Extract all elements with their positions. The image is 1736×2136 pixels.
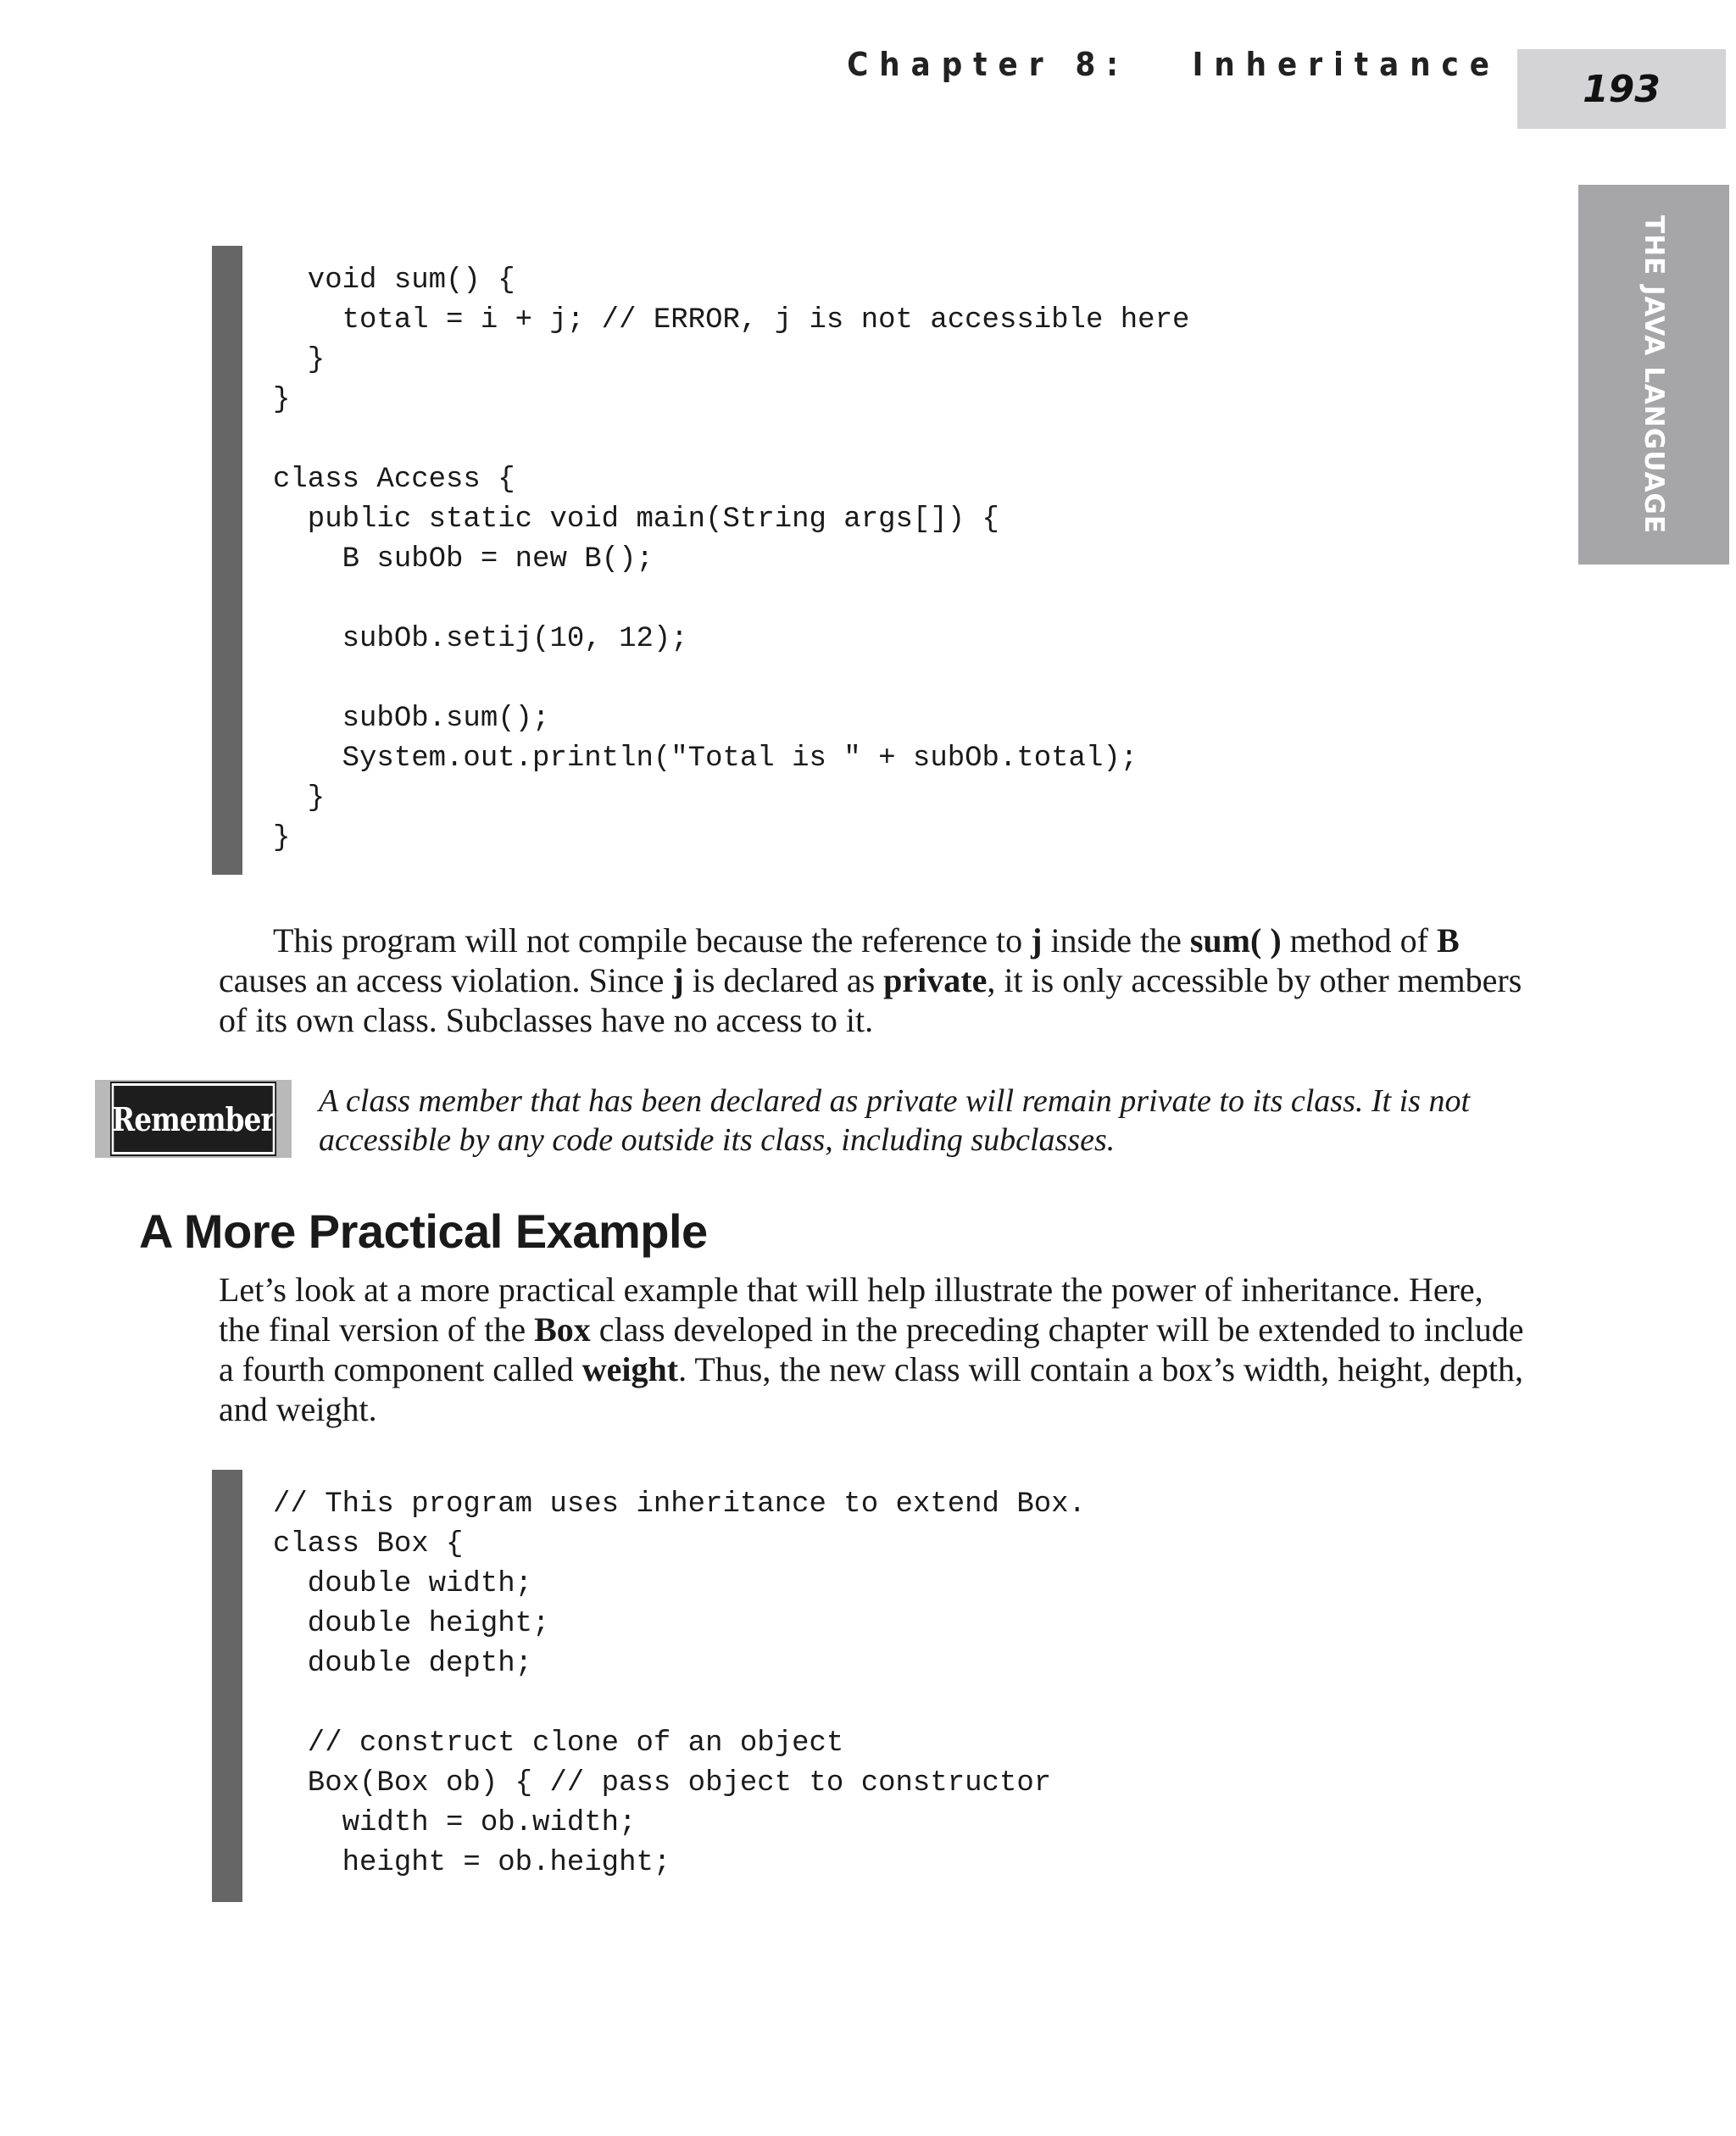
code-line: public static void main(String args[]) { [273,503,999,536]
page-number: 193 [1517,49,1726,129]
code-term: Box [534,1310,591,1349]
code-line: subOb.sum(); [273,703,550,735]
text-run: This program will not compile because the reference to [273,921,1032,960]
code-line: double width; [273,1568,533,1600]
code-line: } [273,782,326,815]
code-term: private [883,961,988,999]
code-block-box [212,1470,1517,1902]
remember-badge-label: Remember [112,1083,275,1154]
code-line: width = ob.width; [273,1807,637,1839]
code-block-bar [212,246,242,875]
code-line: // construct clone of an object [273,1727,844,1760]
remember-badge [95,1080,292,1158]
code-term: weight [581,1350,679,1388]
code-line: // This program uses inheritance to extend Box. [273,1488,1086,1521]
text-run: , it is only accessible by other members of its own class. Subclasses have no access to it. [219,961,1522,1039]
text-run: class developed in the preceding chapter will be extended to include a fourth component called [219,1310,1524,1388]
code-line: } [273,822,291,854]
code-block-bar [212,1470,242,1902]
text-run: causes an access violation. Since [219,961,673,999]
text-run: Let’s look at a more practical example that will help illustrate the power of inheritance. Here, the final version of the [219,1271,1483,1349]
code-line [273,659,1189,699]
code-block-access [212,246,1517,875]
text-run: . Thus, the new class will contain a box’s width, height, depth, and weight. [219,1350,1523,1428]
section-thumb-tab-label: THE JAVA LANGUAGE [1639,214,1669,535]
code-line: } [273,344,326,376]
text-run: method of [1281,921,1437,960]
text-run: is declared as [683,961,884,999]
code-line: } [273,384,291,416]
code-line: System.out.println("Total is " + subOb.total); [273,743,1138,775]
code-line: class Access { [273,464,515,496]
code-line: height = ob.height; [273,1847,671,1879]
code-line: double depth; [273,1648,533,1680]
body-paragraph-practical-example [219,1270,1524,1429]
code-term: j [1031,921,1043,960]
code-listing [273,261,1189,859]
code-line [273,420,1189,460]
body-paragraph-access-violation [219,921,1524,1040]
code-line [273,580,1189,620]
code-line: Box(Box ob) { // pass object to constructor [273,1767,1052,1799]
code-term: B [1436,921,1460,960]
running-head [847,0,1726,129]
remember-note: A class member that has been declared as private will remain private to its class. It is not accessible by any code outside its class, including subclasses. [319,1083,1470,1158]
code-line: double height; [273,1608,550,1640]
chapter-title [847,0,1517,129]
section-thumb-tab [1578,185,1729,565]
code-line: subOb.setij(10, 12); [273,623,688,655]
code-line [273,1684,1086,1724]
code-term: sum( ) [1189,921,1282,960]
section-heading: A More Practical Example [139,1204,708,1258]
code-line: B subOb = new B(); [273,543,654,576]
text-run: inside the [1042,921,1190,960]
code-line: void sum() { [273,264,515,297]
code-term: j [672,961,684,999]
chapter-label: Chapter 8: [847,46,1129,83]
code-line: total = i + j; // ERROR, j is not accessible here [273,304,1190,337]
chapter-name: Inheritance [1192,46,1500,83]
code-line: class Box { [273,1528,464,1560]
code-listing [273,1485,1086,1883]
